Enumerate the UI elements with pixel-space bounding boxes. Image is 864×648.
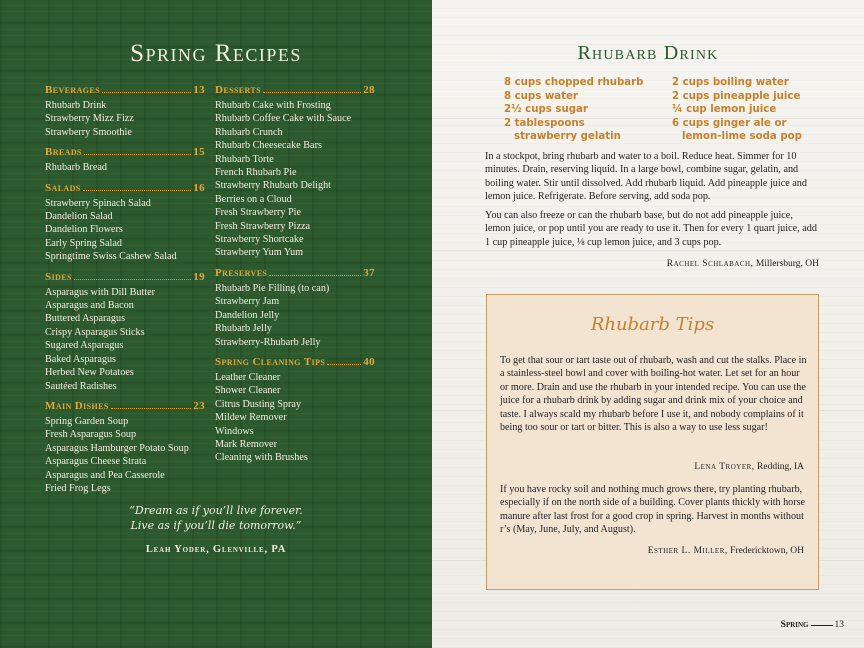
toc-column-2 — [215, 83, 375, 471]
ingredient: ¼ cup lemon juice — [672, 104, 777, 115]
toc-section — [215, 266, 375, 349]
toc-item: Fresh Asparagus Soup — [45, 429, 137, 441]
toc-heading-label: Spring Cleaning Tips — [215, 355, 326, 368]
ingredients-column-1 — [504, 76, 643, 144]
tips-title: Rhubarb Tips — [590, 314, 715, 335]
toc-item: Springtime Swiss Cashew Salad — [45, 251, 177, 263]
toc-section — [45, 270, 205, 393]
ingredient: 8 cups chopped rhubarb — [504, 77, 644, 88]
tip-attribution — [694, 462, 804, 472]
toc-section-heading — [45, 181, 205, 195]
toc-item: Rhubarb Cake with Frosting — [215, 100, 331, 111]
toc-item: Strawberry-Rhubarb Jelly — [215, 336, 321, 348]
toc-item: Mark Remover — [215, 438, 277, 450]
toc-page-number: 40 — [363, 355, 375, 368]
toc-item: Strawberry Rhubarb Delight — [215, 180, 331, 192]
toc-page-number: 19 — [193, 270, 205, 283]
toc-item: Cleaning with Brushes — [215, 452, 308, 464]
toc-section-heading — [45, 270, 205, 284]
toc-section — [215, 355, 375, 465]
wood-plank-line — [432, 250, 864, 251]
toc-item: Rhubarb Crunch — [215, 126, 283, 138]
tip-paragraph: To get that sour or tart taste out of rhubarb, wash and cut the stalks. Place in a stainless-steel bowl and cover with boiling-hot water. Let set for an hour or more. Drain and use the rhubarb in your intended recipe. You can use the juice for a rhubarb drink by adding sugar and drink mix of your choice and taste. I always scald my rhubarb before I use it, and nobody complains of it being too sour or tart or bitter. This is also a way to use less sugar! — [500, 355, 807, 434]
toc-page-number: 28 — [363, 84, 375, 96]
toc-item: Windows — [215, 425, 254, 437]
recipe-instructions: In a stockpot, bring rhubarb and water to a boil. Reduce heat. Simmer for 10 minutes. Drain, reserving liquid. In a large bowl, combine sugar, gelatin, and boiling water. Stir until dissolved. Add rhubarb liquid. Add pineapple juice and lemon juice. Refrigerate. Before serving, add soda pop. — [485, 151, 807, 203]
toc-item: Shower Cleaner — [215, 385, 281, 397]
toc-item: Rhubarb Cheesecake Bars — [215, 140, 322, 152]
toc-leader-dots — [327, 364, 361, 365]
toc-item: Fresh Strawberry Pizza — [215, 220, 311, 232]
toc-leader-dots — [111, 408, 191, 409]
toc-item: Buttered Asparagus — [45, 313, 126, 325]
contributor-name: Esther L. Miller, — [647, 546, 728, 556]
toc-heading-label: Breads — [45, 146, 82, 159]
toc-item: Asparagus Cheese Strata — [45, 456, 147, 468]
contributor-name: Lena Troyer, — [694, 462, 755, 472]
contributor-place: Millersburg, OH — [755, 259, 819, 269]
toc-page-number: 37 — [363, 266, 375, 279]
toc-item: Dandelion Jelly — [215, 309, 280, 321]
toc-item: Rhubarb Coffee Cake with Sauce — [215, 113, 352, 125]
toc-heading-label: Preserves — [215, 266, 268, 279]
page-title: Spring Recipes — [130, 40, 302, 67]
ingredient: strawberry gelatin — [514, 131, 621, 142]
quote-line: Live as if you’ll die tomorrow.” — [130, 519, 302, 532]
toc-leader-dots — [269, 275, 361, 276]
footer-rule — [811, 625, 833, 626]
toc-item: Spring Garden Soup — [45, 415, 129, 427]
toc-page-number: 23 — [193, 399, 205, 412]
toc-heading-label: Main Dishes — [45, 399, 109, 412]
toc-item: Rhubarb Torte — [215, 153, 274, 165]
page-footer — [781, 620, 844, 630]
ingredient: 2 cups pineapple juice — [672, 90, 801, 102]
quote-line: “Dream as if you’ll live forever. — [129, 504, 303, 517]
toc-item: Asparagus and Pea Casserole — [45, 469, 165, 481]
tip-paragraph: If you have rocky soil and nothing much grows there, try planting rhubarb, especially if on the north side of a building. Cover plants thickly with horse manure after last frost for a good crop in spring. Harvest in months without r’s (May, June, July, and August). — [500, 484, 805, 536]
toc-item: Berries on a Cloud — [215, 193, 292, 205]
toc-leader-dots — [83, 190, 192, 191]
toc-item: Rhubarb Pie Filling (to can) — [215, 282, 330, 294]
toc-item: Rhubarb Drink — [45, 100, 107, 111]
ingredient: 8 cups water — [504, 90, 578, 102]
toc-heading-label: Desserts — [215, 84, 261, 96]
footer-section: Spring — [780, 620, 809, 630]
toc-item: Strawberry Spinach Salad — [45, 197, 151, 209]
toc-page-number: 13 — [193, 84, 205, 96]
toc-item: Strawberry Jam — [215, 296, 280, 308]
toc-item: Asparagus Hamburger Potato Soup — [45, 442, 189, 454]
toc-item: Rhubarb Bread — [45, 162, 107, 174]
toc-item: Mildew Remover — [215, 412, 287, 424]
ingredient: 2 cups boiling water — [672, 77, 789, 88]
toc-leader-dots — [84, 154, 191, 155]
page-number: 13 — [834, 620, 844, 630]
toc-item: Strawberry Mizz Fizz — [45, 113, 134, 125]
toc-leader-dots — [74, 279, 191, 280]
ingredient: 6 cups ginger ale or — [672, 117, 787, 129]
quote — [60, 503, 372, 533]
toc-section-heading — [215, 266, 375, 280]
contributor-place: Redding, IA — [757, 462, 804, 472]
toc-page-number: 16 — [193, 181, 205, 194]
toc-item: Herbed New Potatoes — [45, 367, 134, 379]
toc-section — [215, 83, 375, 260]
toc-item: Asparagus with Dill Butter — [45, 286, 156, 298]
toc-item: Sugared Asparagus — [45, 340, 124, 352]
recipe-attribution — [667, 259, 819, 269]
toc-item: Fried Frog Legs — [45, 482, 111, 494]
toc-item: Leather Cleaner — [215, 371, 281, 383]
toc-section-heading — [45, 399, 205, 413]
toc-item: Asparagus and Bacon — [45, 300, 134, 312]
recipe-note: You can also freeze or can the rhubarb base, but do not add pineapple juice, lemon juice, or pop until you are ready to use it. Then for every 1 quart juice, add 1 cup pineapple juice, ⅛ cup lemon juice, and 3 cups pop. — [485, 210, 817, 248]
toc-section — [45, 181, 205, 264]
ingredient: 2½ cups sugar — [504, 104, 588, 115]
ingredient: lemon-lime soda pop — [682, 131, 802, 142]
toc-item: Early Spring Salad — [45, 237, 122, 249]
toc-item: French Rhubarb Pie — [215, 167, 297, 179]
toc-item: Crispy Asparagus Sticks — [45, 326, 145, 338]
toc-page-number: 15 — [193, 146, 205, 159]
toc-item: Strawberry Yum Yum — [215, 247, 304, 259]
toc-leader-dots — [263, 92, 361, 93]
toc-item: Fresh Strawberry Pie — [215, 207, 302, 219]
toc-section-heading — [45, 145, 205, 159]
tip-attribution — [648, 546, 804, 556]
ingredients-column-2 — [672, 76, 802, 144]
toc-item: Strawberry Shortcake — [215, 234, 304, 246]
toc-heading-label: Sides — [45, 270, 72, 283]
toc-section-heading — [45, 83, 205, 97]
toc-section-heading — [215, 83, 375, 97]
toc-section — [45, 399, 205, 495]
toc-item: Strawberry Smoothie — [45, 126, 132, 138]
toc-item: Sautéed Radishes — [45, 380, 117, 392]
toc-item: Dandelion Salad — [45, 211, 113, 223]
toc-heading-label: Beverages — [45, 84, 100, 96]
recipe-title: Rhubarb Drink — [577, 42, 719, 64]
toc-section — [45, 83, 205, 139]
ingredient: 2 tablespoons — [504, 117, 585, 129]
toc-item: Dandelion Flowers — [45, 224, 123, 236]
toc-section — [45, 145, 205, 174]
toc-section-heading — [215, 355, 375, 369]
toc-item: Rhubarb Jelly — [215, 323, 272, 335]
toc-item: Baked Asparagus — [45, 353, 117, 365]
toc-heading-label: Salads — [45, 181, 81, 194]
contributor-place: Fredericktown, OH — [730, 546, 804, 556]
contributor-name: Rachel Schlabach, — [666, 259, 754, 269]
toc-leader-dots — [102, 92, 191, 93]
toc-column-1 — [45, 83, 205, 501]
toc-item: Citrus Dusting Spray — [215, 398, 302, 410]
quote-attribution: Leah Yoder, Glenville, PA — [145, 544, 287, 555]
